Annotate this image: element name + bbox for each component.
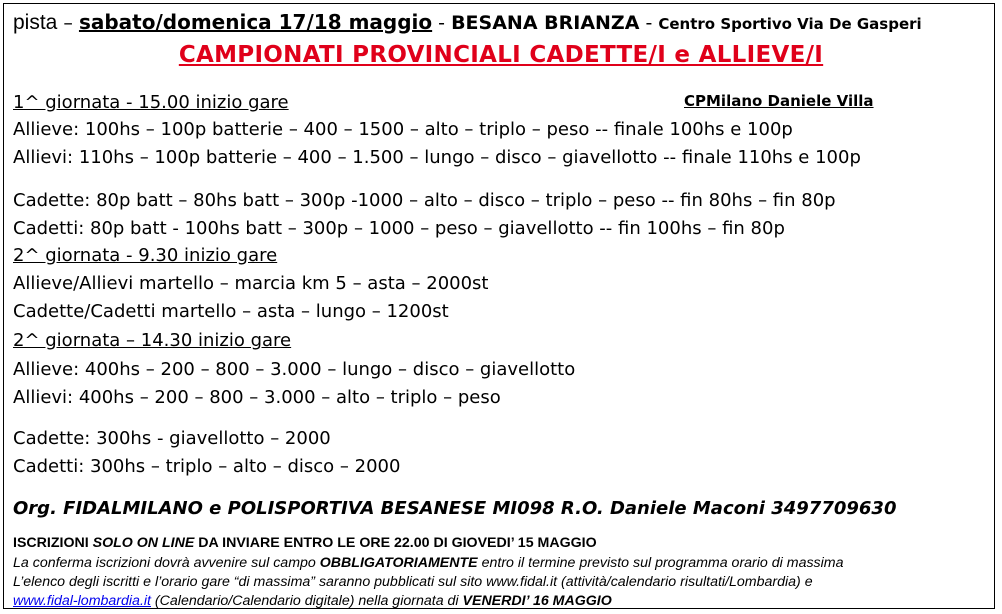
header-sep: - (639, 12, 659, 34)
day2-afternoon-heading: 2^ giornata – 14.30 inizio gare (13, 330, 292, 351)
schedule-line: Allievi: 400hs – 200 – 800 – 3.000 – alto – triplo – peso (13, 387, 501, 408)
info-text: entro il termine previsto sul programma orario di massima (477, 555, 844, 571)
schedule-line: Allievi: 110hs – 100p batterie – 400 – 1.500 – lungo – disco – giavellotto -- finale 110hs e 100p (13, 147, 861, 168)
info-emphasis: OBBLIGATORIAMENTE (319, 555, 478, 571)
track-label: pista (13, 11, 58, 34)
organizer-line: Org. FIDALMILANO e POLISPORTIVA BESANESE MI098 R.O. Daniele Maconi 3497709630 (13, 498, 897, 519)
schedule-line: Allieve: 100hs – 100p batterie – 400 – 1500 – alto – triplo – peso -- finale 100hs e 100p (13, 119, 793, 140)
event-date: sabato/domenica 17/18 maggio (78, 10, 433, 34)
day1-referee: CPMilano Daniele Villa (684, 92, 874, 110)
fidal-lombardia-link[interactable]: www.fidal-lombardia.it (13, 593, 151, 609)
schedule-line: Cadette: 80p batt – 80hs batt – 300p -1000 – alto – disco – triplo – peso -- fin 80hs – fin 80p (13, 190, 836, 211)
day1-heading: 1^ giornata - 15.00 inizio gare (13, 92, 289, 113)
publication-notice: L’elenco degli iscritti e l’orario gare “di massima” saranno pubblicati sul sito www.fidal.it (attività/calendario risultati/Lombardia) e (13, 574, 813, 590)
schedule-line: Cadette: 300hs - giavellotto – 2000 (13, 428, 331, 449)
header-sep: - (432, 12, 452, 34)
registration-notice (13, 535, 597, 551)
info-text: (Calendario/Calendario digitale) nella giornata di (150, 593, 463, 609)
publication-notice-2 (13, 593, 612, 609)
schedule-line: Allieve/Allievi martello – marcia km 5 – asta – 2000st (13, 273, 489, 294)
schedule-line: Cadetti: 80p batt - 100hs batt – 300p – 1000 – peso – giavellotto -- fin 100hs – fin 80p (13, 218, 785, 239)
schedule-line: Allieve: 400hs – 200 – 800 – 3.000 – lungo – disco – giavellotto (13, 359, 576, 380)
event-header (13, 10, 922, 35)
info-emphasis: VENERDI’ 16 MAGGIO (462, 593, 612, 609)
schedule-line: Cadetti: 300hs – triplo – alto – disco – 2000 (13, 456, 401, 477)
championship-title: CAMPIONATI PROVINCIALI CADETTE/I e ALLIEVE/I (178, 42, 824, 68)
info-text: DA INVIARE ENTRO LE ORE 22.00 DI GIOVEDI’ 15 MAGGIO (194, 535, 597, 551)
event-venue: Centro Sportivo Via De Gasperi (658, 15, 922, 33)
event-city: BESANA BRIANZA (451, 12, 640, 34)
confirmation-notice (13, 555, 844, 571)
info-emphasis: SOLO ON LINE (92, 535, 195, 551)
info-text: ISCRIZIONI (13, 535, 93, 551)
schedule-line: Cadette/Cadetti martello – asta – lungo – 1200st (13, 301, 449, 322)
info-text: La conferma iscrizioni dovrà avvenire sul campo (13, 555, 320, 571)
header-sep: – (57, 12, 79, 34)
day2-morning-heading: 2^ giornata - 9.30 inizio gare (13, 245, 278, 266)
